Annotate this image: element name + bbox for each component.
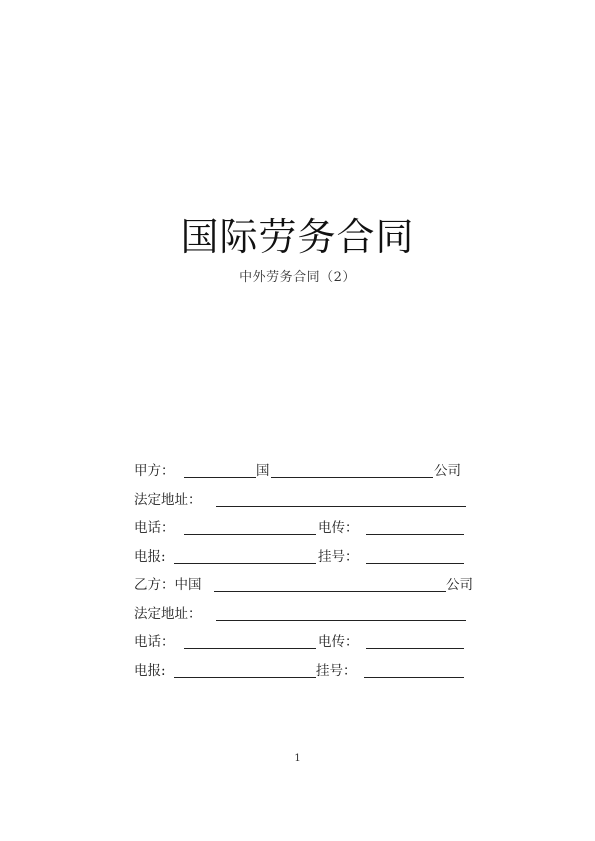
party-a-cable-blank[interactable] <box>366 563 464 564</box>
party-b-telegram-label: 电报: <box>134 662 166 679</box>
party-a-fax-label: 电传： <box>318 520 359 536</box>
party-b-address-label: 法定地址： <box>134 605 202 622</box>
party-a-cable-label: 挂号： <box>318 548 359 565</box>
document-subtitle: 中外劳务合同（2） <box>239 270 356 285</box>
party-b-telegram-blank[interactable] <box>174 677 316 678</box>
party-a-telegram-label: 电报: <box>134 548 166 565</box>
party-b-label: 乙方：中国 <box>134 577 202 593</box>
party-b-cable-blank[interactable] <box>364 677 464 678</box>
party-a-address-label: 法定地址： <box>134 491 202 508</box>
party-a-telegram-row <box>134 547 494 576</box>
party-a-country-suffix: 国 <box>256 463 270 479</box>
party-a-phone-blank[interactable] <box>184 534 316 535</box>
party-b-phone-row <box>134 632 494 661</box>
party-info-form <box>134 461 494 689</box>
party-a-address-blank[interactable] <box>216 506 466 507</box>
page-number: 1 <box>294 753 301 764</box>
party-b-company-suffix: 公司 <box>446 577 473 593</box>
document-title: 国际劳务合同 <box>180 215 415 259</box>
party-a-telegram-blank[interactable] <box>174 563 316 564</box>
party-a-company-blank[interactable] <box>271 477 433 478</box>
party-b-telegram-row <box>134 661 494 690</box>
party-a-fax-blank[interactable] <box>366 534 464 535</box>
party-a-country-blank[interactable] <box>184 477 256 478</box>
party-b-name-row <box>134 575 494 604</box>
party-a-company-suffix: 公司 <box>434 463 461 479</box>
party-b-fax-blank[interactable] <box>366 648 464 649</box>
party-a-label: 甲方： <box>134 463 175 479</box>
party-a-name-row <box>134 461 494 490</box>
party-b-cable-label: 挂号： <box>316 662 357 679</box>
party-b-company-blank[interactable] <box>214 591 446 592</box>
party-b-address-blank[interactable] <box>216 620 466 621</box>
party-b-phone-label: 电话： <box>134 634 175 650</box>
party-b-address-row <box>134 604 494 633</box>
party-a-address-row <box>134 490 494 519</box>
party-b-phone-blank[interactable] <box>184 648 316 649</box>
party-b-fax-label: 电传： <box>318 634 359 650</box>
party-a-phone-row <box>134 518 494 547</box>
party-a-phone-label: 电话： <box>134 520 175 536</box>
